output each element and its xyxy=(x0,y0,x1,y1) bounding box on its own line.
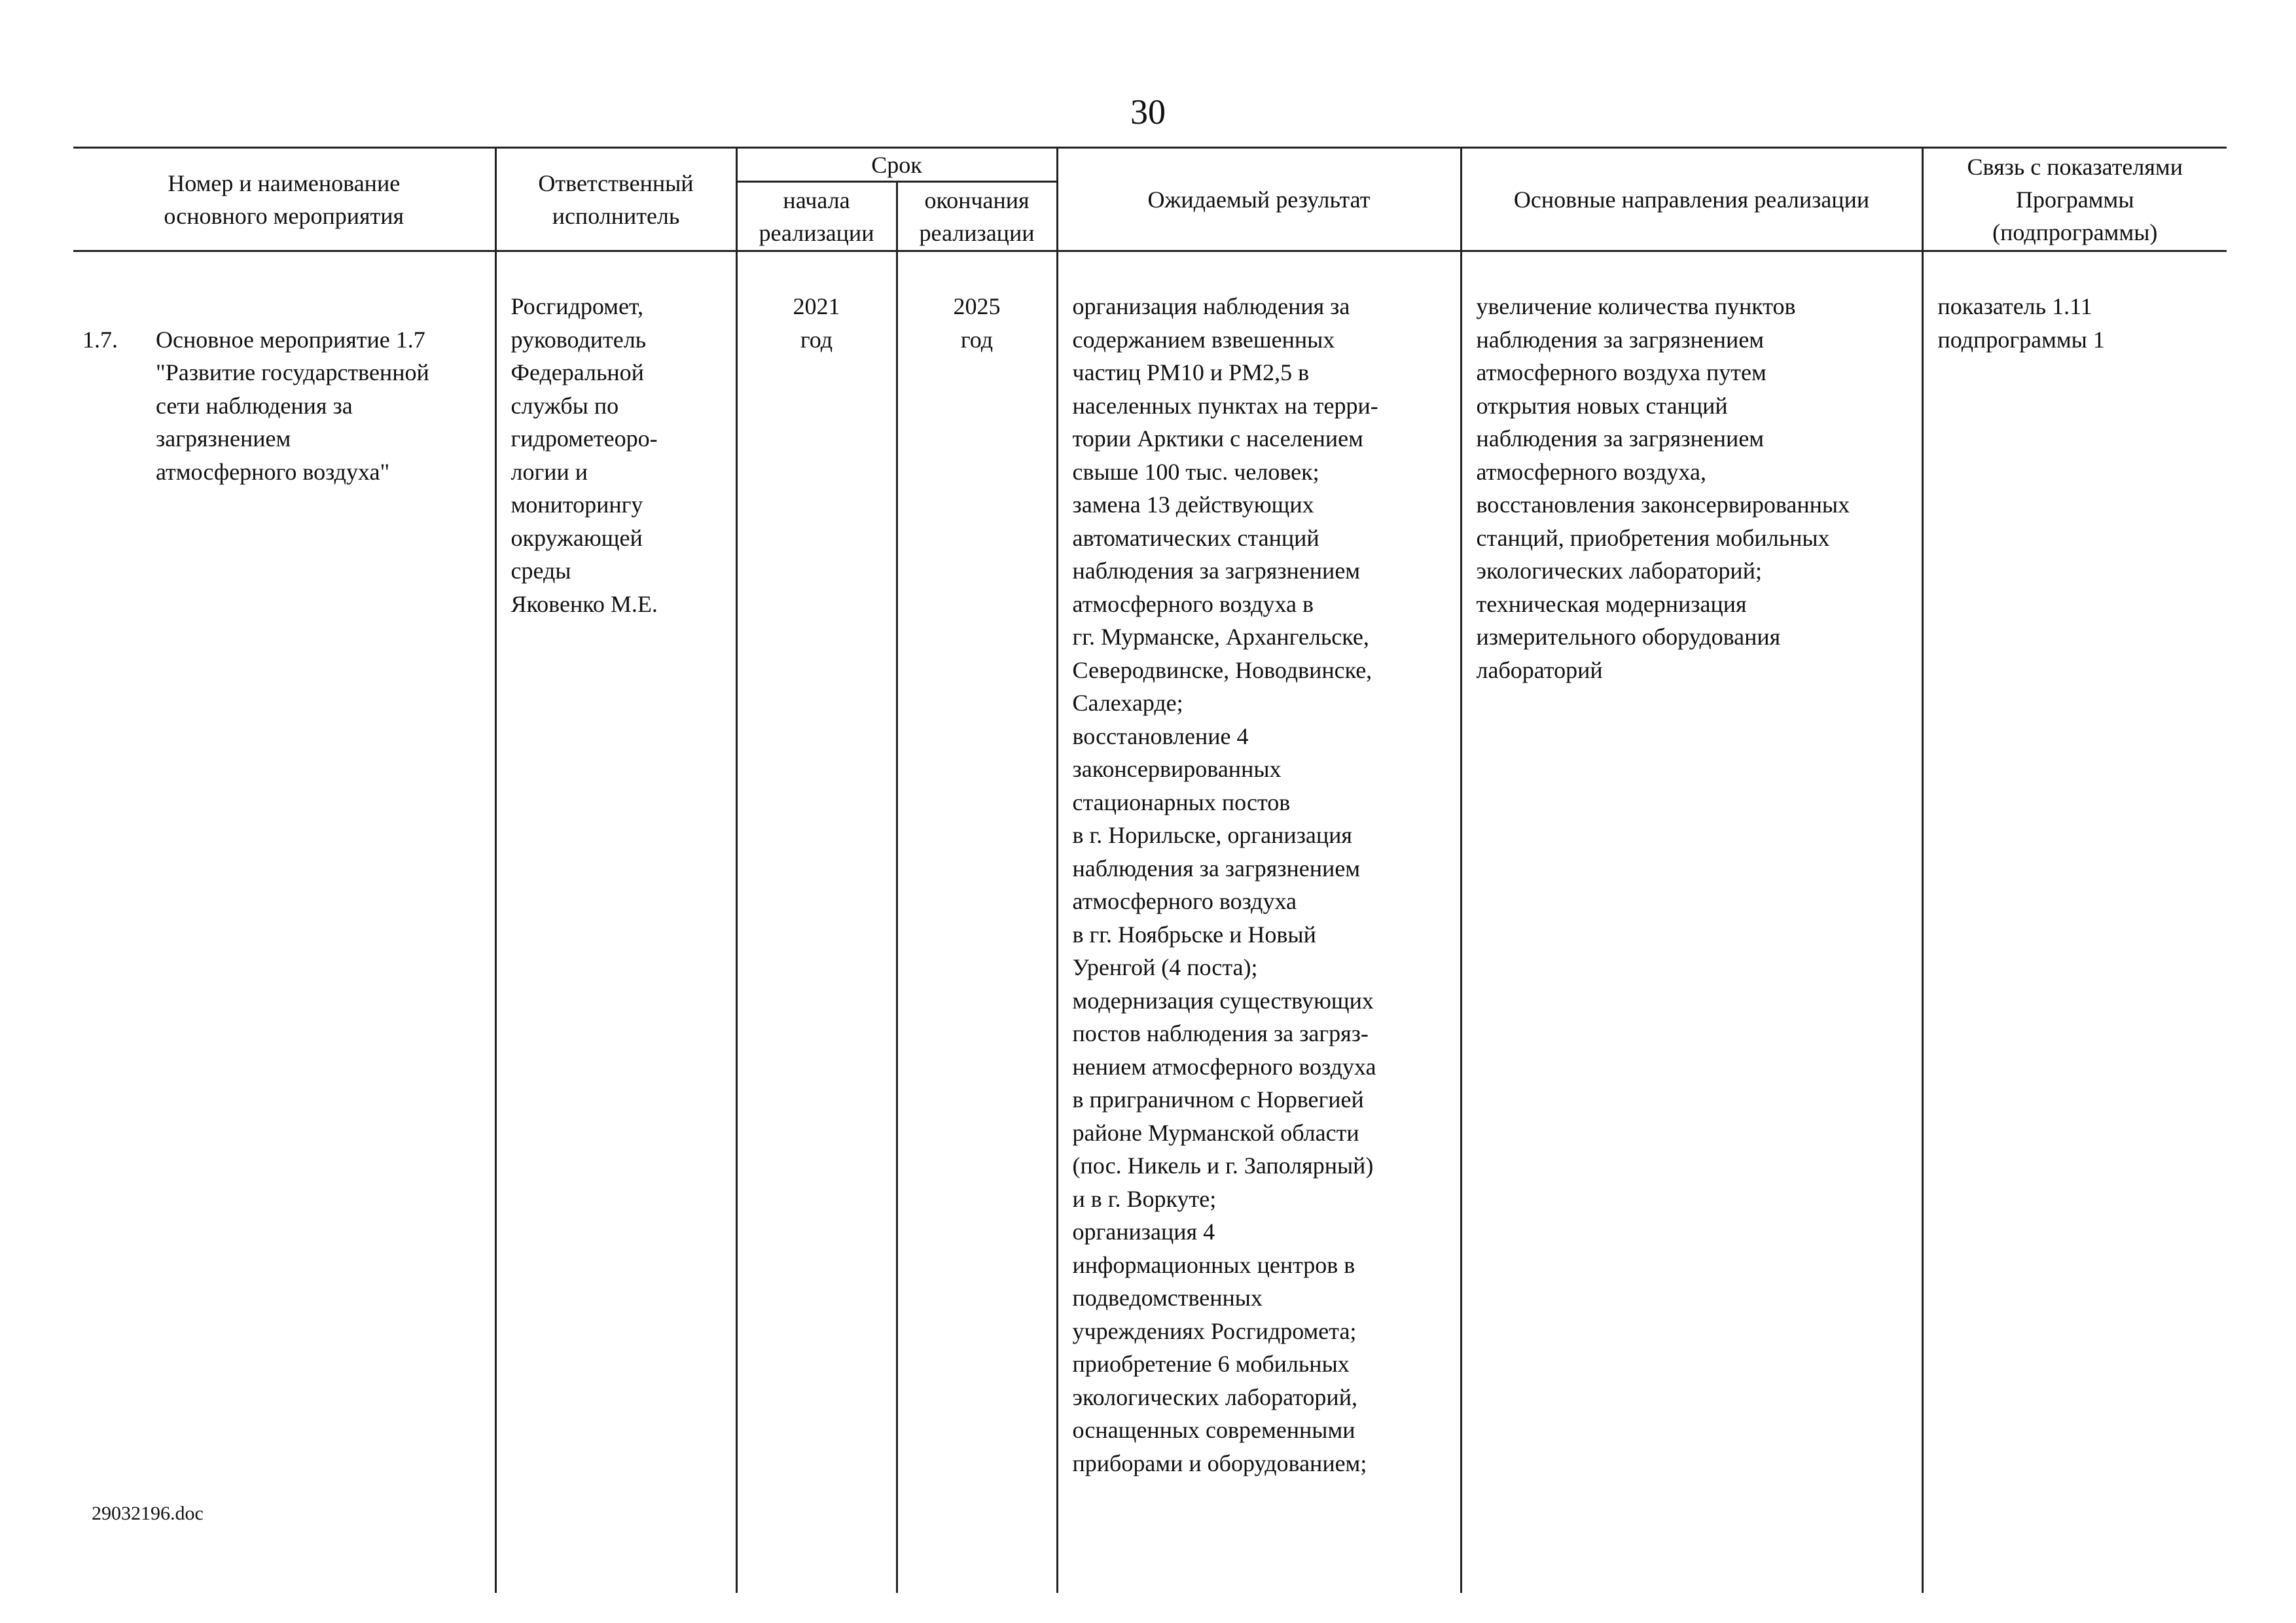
table-row xyxy=(73,251,2227,1593)
document-filename: 29032196.doc xyxy=(92,1503,204,1524)
measure-cell xyxy=(73,251,495,1593)
header-executor: Ответственный исполнитель xyxy=(495,148,736,251)
header-expected-result: Ожидаемый результат xyxy=(1057,148,1461,251)
executor-cell: Росгидромет, руководитель Федеральной службы по гидрометеоро- логии и мониторингу окружающей среды Яковенко М.Е. xyxy=(495,251,736,1593)
end-year-cell: 2025 год xyxy=(897,251,1057,1593)
header-number-name: Номер и наименование основного мероприятия xyxy=(73,148,495,251)
measure-number: 1.7. xyxy=(82,326,118,353)
measure-name: Основное мероприятие 1.7 "Развитие государственной сети наблюдения за загрязнением атмосферного воздуха" xyxy=(156,326,429,485)
header-term: Срок xyxy=(736,148,1057,182)
header-term-start: начала реализации xyxy=(736,182,897,251)
header-indicator-link: Связь с показателями Программы (подпрограммы) xyxy=(1922,148,2227,251)
start-year-cell: 2021 год xyxy=(736,251,897,1593)
page-number: 30 xyxy=(1130,92,1166,132)
header-directions: Основные направления реализации xyxy=(1461,148,1922,251)
header-term-end: окончания реализации xyxy=(897,182,1057,251)
indicator-link-cell: показатель 1.11 подпрограммы 1 xyxy=(1922,251,2227,1593)
directions-cell: увеличение количества пунктов наблюдения за загрязнением атмосферного воздуха путем открытия новых станций наблюдения за загрязнением атмосферного воздуха, восстановления законсервированных станций, приобретения мобильных экологических лабораторий; техническая модернизация измерительного оборудования лабораторий xyxy=(1461,251,1922,1593)
measures-table xyxy=(73,147,2227,1593)
expected-result-cell: организация наблюдения за содержанием взвешенных частиц PM10 и PM2,5 в населенных пунктах на терри- тории Арктики с населением свыше 100 тыс. человек; замена 13 действующих автоматических станций наблюдения за загрязнением атмосферного воздуха в гг. Мурманске, Архангельске, Северодвинске, Новодвинске, Салехарде; восстановление 4 законсервированных стационарных постов в г. Норильске, организация наблюдения за загрязнением атмосферного воздуха в гг. Ноябрьске и Новый Уренгой (4 поста); модернизация существующих постов наблюдения за загряз- нением атмосферного воздуха в приграничном с Норвегией районе Мурманской области (пос. Никель и г. Заполярный) и в г. Воркуте; организация 4 информационных центров в подведомственных учреждениях Росгидромета; приобретение 6 мобильных экологических лабораторий, оснащенных современными приборами и оборудованием; xyxy=(1057,251,1461,1593)
